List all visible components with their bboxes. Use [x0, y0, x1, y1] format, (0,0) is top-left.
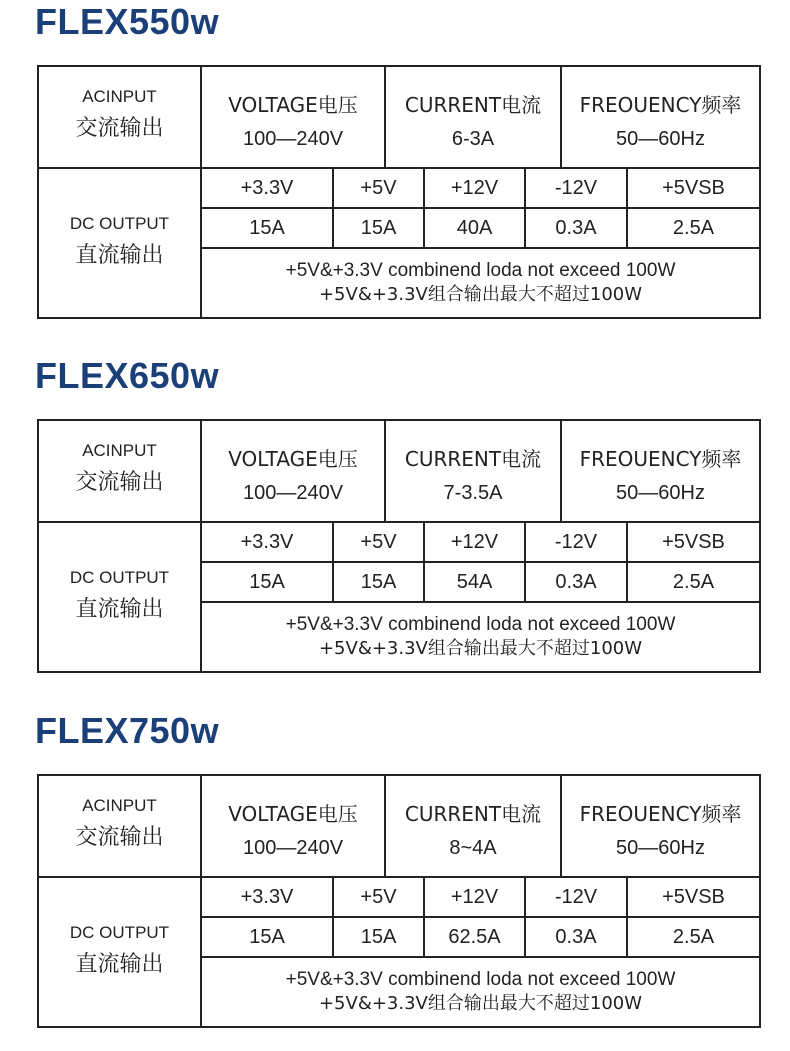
frequency-value: 50—60Hz — [616, 128, 705, 150]
rail-current-value: 15A — [202, 918, 334, 958]
rail-current-value: 40A — [425, 209, 526, 249]
rail-header: +3.3V — [202, 523, 334, 563]
frequency-cell — [562, 67, 759, 169]
dc-output-label-cn: 直流输出 — [75, 597, 164, 622]
rail-current-value: 0.3A — [526, 563, 628, 603]
dc-output-label-en: DC OUTPUT — [69, 568, 170, 587]
current-value: 8~4A — [449, 837, 497, 859]
current-cell — [386, 421, 562, 523]
rail-current-value: 2.5A — [628, 209, 759, 249]
dc-output-label-en: DC OUTPUT — [69, 923, 170, 942]
rail-current-value: 62.5A — [425, 918, 526, 958]
rail-current-value: 54A — [425, 563, 526, 603]
rail-header: +5V — [334, 169, 425, 209]
combined-load-note-en: +5V&+3.3V combinend loda not exceed 100W — [285, 260, 676, 281]
voltage-header: VOLTAGE电压 — [228, 802, 358, 826]
current-value: 7-3.5A — [443, 482, 503, 504]
ac-input-label-cn: 交流输出 — [75, 470, 164, 495]
rail-header: +3.3V — [202, 878, 334, 918]
model-title: FLEX550w — [35, 1, 220, 42]
voltage-value: 100—240V — [242, 128, 344, 150]
ac-input-label-cn: 交流输出 — [75, 825, 164, 850]
rail-current-value: 15A — [334, 563, 425, 603]
combined-load-note-en: +5V&+3.3V combinend loda not exceed 100W — [285, 969, 676, 990]
rail-header: +5VSB — [628, 523, 759, 563]
combined-load-note-cn: +5V&+3.3V组合输出最大不超过100W — [318, 638, 643, 659]
ac-input-label-en: ACINPUT — [82, 796, 157, 815]
spec-table — [37, 65, 761, 319]
current-value: 6-3A — [451, 128, 495, 150]
dc-output-label-cn: 直流输出 — [75, 243, 164, 268]
frequency-value: 50—60Hz — [616, 837, 705, 859]
voltage-cell — [202, 67, 386, 169]
rail-header: +5V — [334, 523, 425, 563]
dc-output-label — [39, 169, 202, 317]
voltage-cell — [202, 421, 386, 523]
rail-header: +12V — [425, 878, 526, 918]
spec-table — [37, 774, 761, 1028]
combined-load-note — [202, 958, 759, 1026]
model-title: FLEX750w — [35, 710, 220, 751]
dc-output-label — [39, 523, 202, 671]
combined-load-note — [202, 249, 759, 317]
dc-output-label — [39, 878, 202, 1026]
dc-output-label-cn: 直流输出 — [75, 952, 164, 977]
rail-header: +3.3V — [202, 169, 334, 209]
ac-input-label-en: ACINPUT — [82, 87, 157, 106]
model-title: FLEX650w — [35, 355, 220, 396]
rail-header: +5V — [334, 878, 425, 918]
current-header: CURRENT电流 — [404, 93, 542, 117]
rail-current-value: 2.5A — [628, 563, 759, 603]
rail-current-value: 15A — [202, 209, 334, 249]
voltage-header: VOLTAGE电压 — [228, 447, 358, 471]
rail-current-value: 15A — [334, 209, 425, 249]
rail-header: -12V — [526, 169, 628, 209]
rail-current-value: 0.3A — [526, 918, 628, 958]
combined-load-note-cn: +5V&+3.3V组合输出最大不超过100W — [318, 993, 643, 1014]
rail-header: +5VSB — [628, 878, 759, 918]
rail-header: +5VSB — [628, 169, 759, 209]
spec-table — [37, 419, 761, 673]
ac-input-label — [39, 776, 202, 878]
rail-current-value: 15A — [202, 563, 334, 603]
rail-current-value: 15A — [334, 918, 425, 958]
current-cell — [386, 776, 562, 878]
voltage-header: VOLTAGE电压 — [228, 93, 358, 117]
combined-load-note — [202, 603, 759, 671]
current-cell — [386, 67, 562, 169]
ac-input-label-cn: 交流输出 — [75, 116, 164, 141]
voltage-cell — [202, 776, 386, 878]
frequency-header: FREOUENCY频率 — [579, 447, 742, 471]
frequency-cell — [562, 421, 759, 523]
rail-header: +12V — [425, 523, 526, 563]
dc-output-label-en: DC OUTPUT — [69, 214, 170, 233]
rail-current-value: 2.5A — [628, 918, 759, 958]
frequency-header: FREOUENCY频率 — [579, 802, 742, 826]
rail-current-value: 0.3A — [526, 209, 628, 249]
combined-load-note-en: +5V&+3.3V combinend loda not exceed 100W — [285, 614, 676, 635]
combined-load-note-cn: +5V&+3.3V组合输出最大不超过100W — [318, 284, 643, 305]
rail-header: -12V — [526, 878, 628, 918]
voltage-value: 100—240V — [242, 837, 344, 859]
voltage-value: 100—240V — [242, 482, 344, 504]
current-header: CURRENT电流 — [404, 802, 542, 826]
current-header: CURRENT电流 — [404, 447, 542, 471]
rail-header: +12V — [425, 169, 526, 209]
frequency-cell — [562, 776, 759, 878]
frequency-value: 50—60Hz — [616, 482, 705, 504]
rail-header: -12V — [526, 523, 628, 563]
ac-input-label — [39, 67, 202, 169]
ac-input-label — [39, 421, 202, 523]
ac-input-label-en: ACINPUT — [82, 441, 157, 460]
frequency-header: FREOUENCY频率 — [579, 93, 742, 117]
